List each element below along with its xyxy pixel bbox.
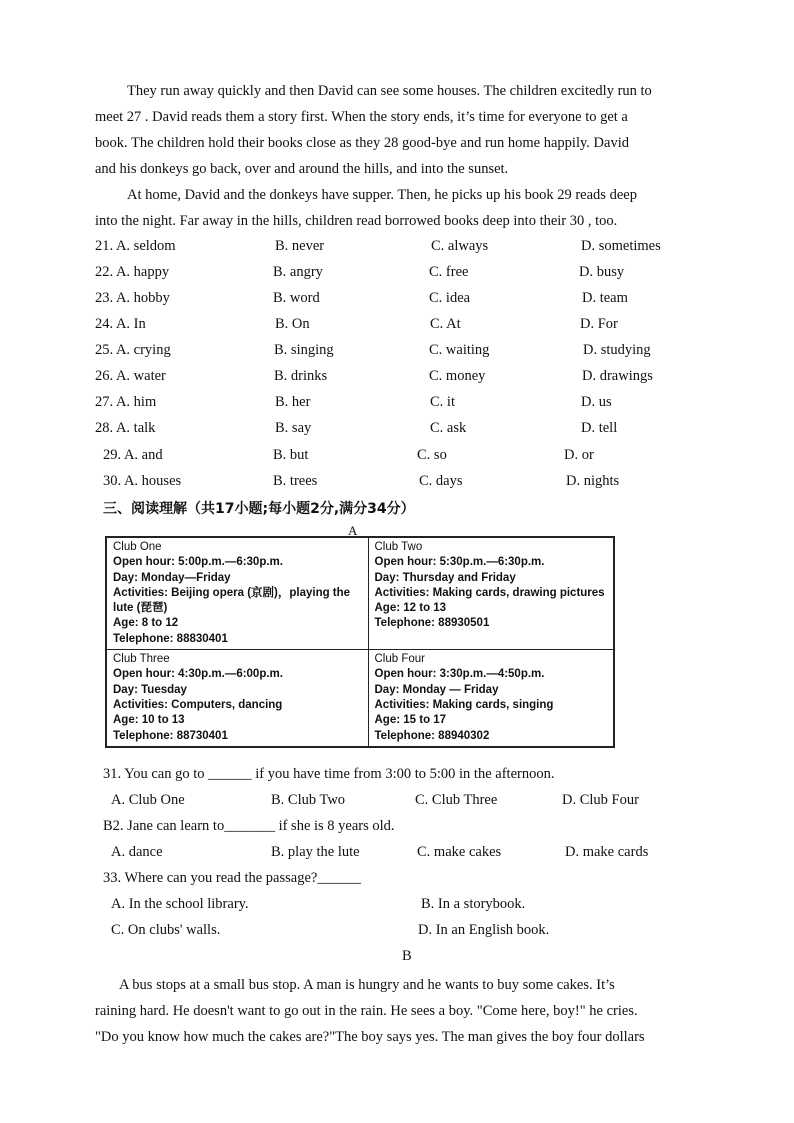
question-stem: 31. You can go to ______ if you have time from 3:00 to 5:00 in the afternoon. (103, 766, 555, 782)
club-name: Club Two (374, 541, 423, 553)
option-d: D. studying (583, 342, 651, 358)
option-c: C. On clubs' walls. (111, 922, 221, 938)
option-a: A. Club One (111, 792, 185, 808)
club-hours: Open hour: 5:00p.m.—6:30p.m. (113, 556, 283, 569)
club-activities: Activities: Beijing opera (京剧)，playing the (113, 586, 351, 599)
option-a: A. dance (111, 844, 163, 860)
club-day: Day: Tuesday (113, 683, 187, 696)
passage-line: raining hard. He doesn't want to go out in the rain. He sees a boy. "Come here, boy!" he cries. (95, 1003, 638, 1019)
question-stem: B2. Jane can learn to_______ if she is 8 years old. (103, 818, 395, 834)
option-b: B. word (273, 290, 320, 306)
option-a: 26. A. water (95, 368, 166, 384)
option-c: C. At (430, 316, 461, 332)
option-d: D. tell (581, 420, 618, 436)
option-a: 28. A. talk (95, 420, 156, 436)
option-d: D. Club Four (562, 792, 639, 808)
club-phone: Telephone: 88830401 (113, 632, 228, 645)
option-a: 27. A. him (95, 394, 157, 410)
passage-intro (95, 78, 707, 182)
option-c: C. Club Three (415, 792, 498, 808)
option-c: C. ask (430, 420, 467, 436)
option-d: D. busy (579, 264, 625, 280)
option-a: A. In the school library. (111, 896, 249, 912)
passage-line: meet 27 . David reads them a story first. When the story ends, it’s time for everyone to get a (95, 109, 628, 125)
option-c: C. make cakes (417, 844, 502, 860)
club-one-cell (106, 537, 368, 650)
option-b: B. her (275, 394, 311, 410)
option-b: B. angry (273, 264, 323, 280)
option-a: 30. A. houses (103, 473, 182, 489)
passage-b (95, 972, 707, 1050)
option-c: C. money (429, 368, 486, 384)
option-a: 29. A. and (103, 447, 163, 463)
passage-line: and his donkeys go back, over and around the hills, and into the sunset. (95, 161, 509, 177)
club-activities-cont: lute (琵琶) (113, 602, 168, 615)
option-c: C. so (417, 447, 447, 463)
section-heading: 三、阅读理解（共17小题;每小题2分,满分34分） (103, 501, 415, 517)
club-activities: Activities: Computers, dancing (113, 698, 283, 711)
club-name: Club One (113, 541, 162, 553)
option-b: B. but (273, 447, 309, 463)
club-phone: Telephone: 88930501 (374, 617, 490, 630)
option-c: C. free (429, 264, 469, 280)
option-a: 21. A. seldom (95, 238, 176, 254)
club-day: Day: Monday—Friday (113, 571, 231, 584)
option-d: D. or (564, 447, 594, 463)
club-name: Club Three (113, 653, 170, 666)
passage-line: A bus stops at a small bus stop. A man is hungry and he wants to buy some cakes. It’s (119, 977, 615, 993)
option-d: D. sometimes (581, 238, 661, 254)
club-activities: Activities: Making cards, singing (374, 698, 554, 711)
option-c: C. it (430, 394, 455, 410)
option-b: B. singing (274, 342, 334, 358)
club-age: Age: 15 to 17 (374, 714, 447, 727)
passage-line: into the night. Far away in the hills, children read borrowed books deep into their 30 , too. (95, 213, 618, 229)
option-a: 23. A. hobby (95, 290, 170, 306)
club-four-cell (368, 650, 614, 747)
passage-line: "Do you know how much the cakes are?"The boy says yes. The man gives the boy four dollars (95, 1029, 645, 1045)
passage-a-label: A (348, 523, 358, 538)
option-b: B. trees (273, 473, 318, 489)
option-c: C. always (431, 238, 489, 254)
club-name: Club Four (374, 653, 425, 666)
option-b: B. never (275, 238, 325, 254)
club-phone: Telephone: 88730401 (113, 729, 228, 742)
option-d: D. team (582, 290, 628, 306)
option-d: D. us (581, 394, 612, 410)
passage-b-label: B (402, 948, 412, 964)
option-d: D. nights (566, 473, 620, 489)
option-a: 24. A. In (95, 316, 146, 332)
club-hours: Open hour: 5:30p.m.—6:30p.m. (374, 556, 545, 569)
club-age: Age: 8 to 12 (113, 617, 179, 630)
passage-home (95, 182, 707, 234)
passage-line: book. The children hold their books close as they 28 good-bye and run home happily. David (95, 135, 629, 151)
club-activities: Activities: Making cards, drawing pictures (374, 586, 605, 599)
club-day: Day: Thursday and Friday (374, 571, 516, 584)
option-c: C. days (419, 473, 463, 489)
club-table (105, 536, 615, 748)
option-b: B. Club Two (271, 792, 346, 808)
club-age: Age: 12 to 13 (374, 602, 447, 615)
option-d: D. In an English book. (418, 922, 550, 938)
passage-line: At home, David and the donkeys have supper. Then, he picks up his book 29 reads deep (127, 187, 637, 203)
option-c: C. waiting (429, 342, 490, 358)
club-three-cell (106, 650, 368, 747)
option-b: B. play the lute (271, 844, 360, 860)
option-d: D. For (580, 316, 618, 332)
question-stem: 33. Where can you read the passage?______ (103, 870, 361, 886)
club-day: Day: Monday — Friday (374, 683, 499, 696)
option-b: B. In a storybook. (421, 896, 526, 912)
option-b: B. On (275, 316, 310, 332)
club-phone: Telephone: 88940302 (374, 729, 490, 742)
option-a: 22. A. happy (95, 264, 170, 280)
option-b: B. drinks (274, 368, 328, 384)
passage-line: They run away quickly and then David can see some houses. The children excitedly run to (127, 83, 652, 99)
club-age: Age: 10 to 13 (113, 714, 185, 727)
club-hours: Open hour: 3:30p.m.—4:50p.m. (374, 668, 545, 681)
option-b: B. say (275, 420, 312, 436)
option-c: C. idea (429, 290, 471, 306)
option-a: 25. A. crying (95, 342, 171, 358)
club-hours: Open hour: 4:30p.m.—6:00p.m. (113, 668, 283, 681)
option-d: D. drawings (582, 368, 653, 384)
club-two-cell (368, 537, 614, 650)
option-d: D. make cards (565, 844, 649, 860)
